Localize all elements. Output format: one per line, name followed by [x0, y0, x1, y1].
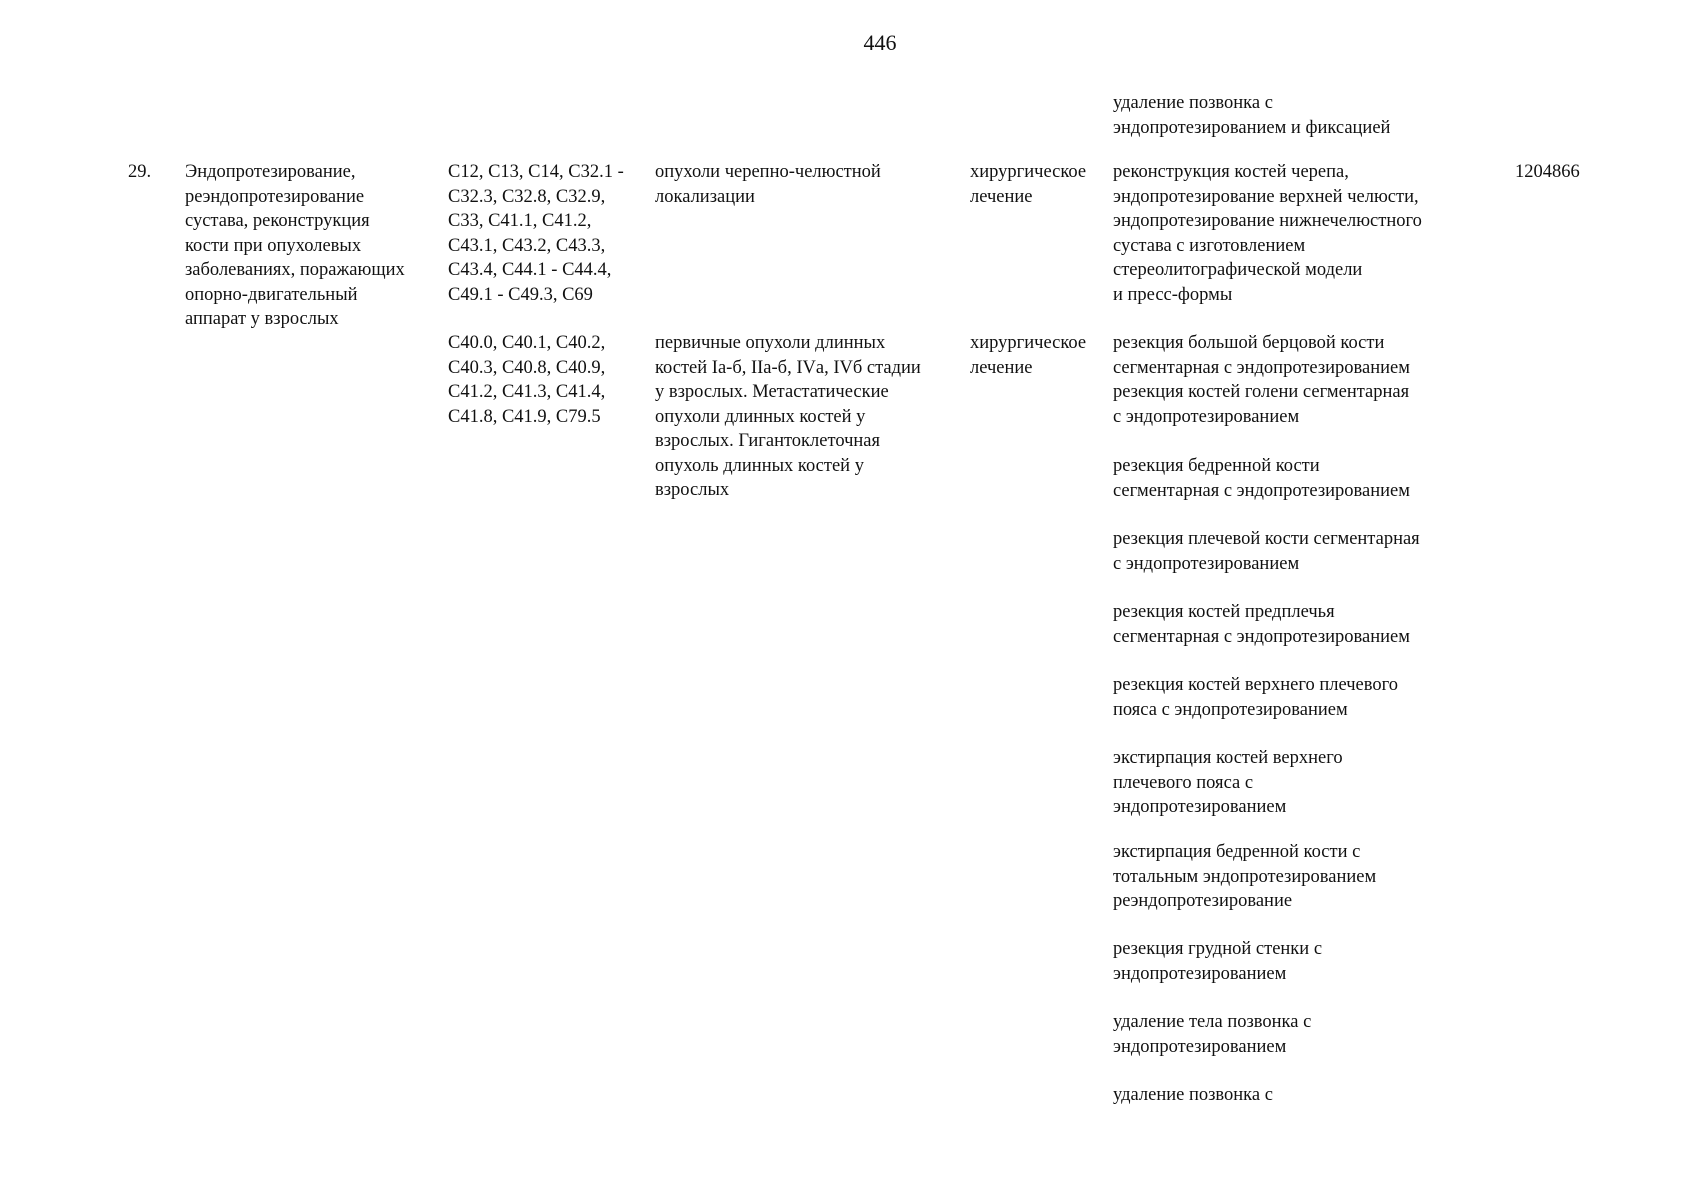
row-name: Эндопротезирование, реэндопротезирование сустава, реконструкция кости при опухолевых заболеваниях, поражающих опорно-двигательный аппарат у взрослых — [185, 162, 405, 329]
group2-method: экстирпация костей верхнего плечевого пояса с эндопротезированием — [1113, 748, 1343, 817]
group1-method: реконструкция костей черепа, эндопротезирование верхней челюсти, эндопротезирование нижнечелюстного сустава с изготовлением стереолитографической модели и пресс-формы — [1113, 162, 1422, 305]
group2-method: резекция большой берцовой кости сегментарная с эндопротезированием резекция костей голени сегментарная с эндопротезированием — [1113, 333, 1410, 427]
row-cost: 1204866 — [1515, 162, 1580, 182]
group2-method: резекция бедренной кости сегментарная с эндопротезированием — [1113, 456, 1410, 501]
group2-method: резекция грудной стенки с эндопротезированием — [1113, 939, 1323, 984]
group2-method: удаление позвонка с — [1113, 1085, 1273, 1105]
group1-treatment-type: хирургическое лечение — [970, 162, 1087, 207]
group1-codes: C12, C13, C14, C32.1 - C32.3, C32.8, C32.9, C33, C41.1, C41.2, C43.1, C43.2, C43.3, C43.4, C44.1 - C44.4, C49.1 - C49.3, C69 — [448, 162, 624, 305]
row-number: 29. — [128, 162, 152, 182]
page-number: 446 — [863, 30, 897, 55]
group2-method: удаление тела позвонка с эндопротезированием — [1113, 1012, 1312, 1057]
group2-model: первичные опухоли длинных костей Iа-б, IIа-б, IVа, IVб стадии у взрослых. Метастатические опухоли длинных костей у взрослых. Гигантоклеточная опухоль длинных костей у взрослых — [655, 333, 921, 500]
group2-method: резекция костей верхнего плечевого пояса с эндопротезированием — [1113, 675, 1399, 720]
group2-method: резекция костей предплечья сегментарная с эндопротезированием — [1113, 602, 1410, 647]
group2-treatment-type: хирургическое лечение — [970, 333, 1087, 378]
group1-model: опухоли черепно-челюстной локализации — [655, 162, 881, 207]
carryover-method: удаление позвонка с эндопротезированием и фиксацией — [1113, 93, 1391, 138]
group2-method: экстирпация бедренной кости с тотальным эндопротезированием реэндопротезирование — [1113, 842, 1377, 911]
group2-codes: C40.0, C40.1, C40.2, C40.3, C40.8, C40.9, C41.2, C41.3, C41.4, C41.8, C41.9, C79.5 — [448, 333, 606, 427]
group2-method: резекция плечевой кости сегментарная с эндопротезированием — [1113, 529, 1420, 574]
